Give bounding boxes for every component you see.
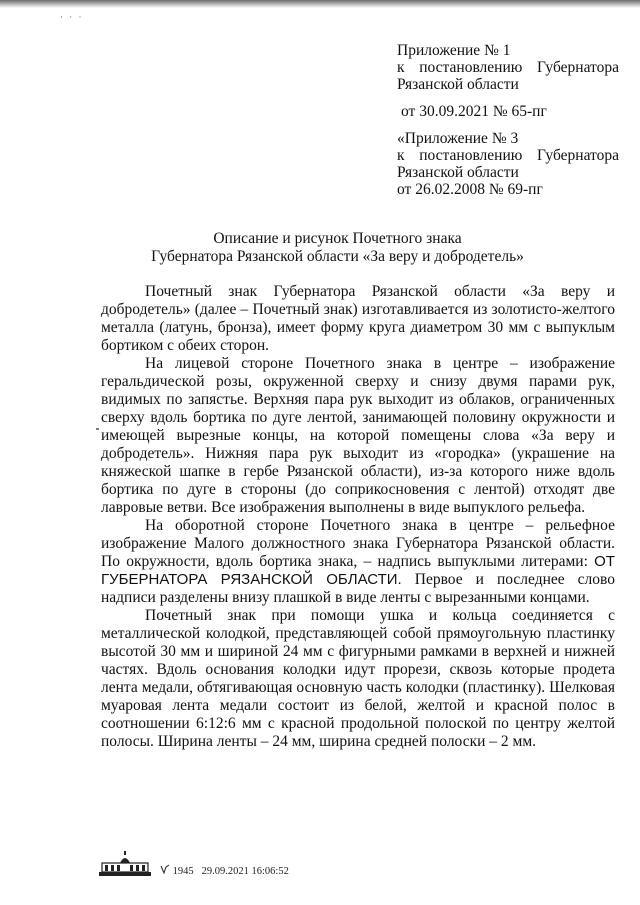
title-line-2: Губернатора Рязанской области «За веру и добродетель»	[151, 248, 524, 265]
registration-footer	[98, 851, 289, 877]
appendix-3-header	[397, 130, 619, 198]
signature-mark-icon	[160, 864, 170, 875]
scan-noise: · · ·	[60, 12, 84, 22]
registry-building-icon	[98, 851, 152, 877]
inscription-text: ОТ ГУБЕРНАТОРА РЯЗАНСКОЙ ОБЛАСТИ.	[101, 553, 616, 588]
appendix-1-title: Приложение № 1	[397, 42, 511, 59]
paragraph-3-end: Первое и последнее слово надписи разделены внизу плашкой в виде ленты с вырезанными концами.	[101, 571, 616, 606]
paragraph-3	[101, 517, 615, 607]
appendix-1-header	[397, 42, 619, 120]
appendix-1-date: от 30.09.2021 № 65-пг	[401, 103, 547, 120]
title-line-1: Описание и рисунок Почетного знака	[213, 230, 462, 247]
appendix-3-reference: к постановлению Губернатора	[397, 147, 619, 164]
scan-edge-shadow	[0, 0, 640, 8]
appendix-1-region: Рязанской области	[397, 76, 519, 93]
appendix-3-date: от 26.02.2008 № 69-пг	[397, 181, 543, 198]
appendix-1-reference: к постановлению Губернатора	[397, 59, 619, 76]
paragraph-3-start: На оборотной стороне Почетного знака в центре – рельефное изображение Малого должностного знака Губернатора Рязанской области. По окружности, вдоль бортика знака, – надпись выпуклыми литерами:	[101, 517, 615, 570]
paragraph-4: Почетный знак при помощи ушка и кольца соединяется с металлической колодкой, представляющей собой прямоугольную пластинку высотой 30 мм и шириной 24 мм с фигурными рамками в верхней и нижней частях. Вдоль основания колодки идут прорези, сквозь которые продета лента медали, обтягивающая основную часть колодки (пластинку). Шелковая муаровая лента медали состоит из белой, желтой и красной полос в соотношении 6:12:6 мм с красной продольной полоской по центру желтой полосы. Ширина ленты – 24 мм, ширина средней полоски – 2 мм.	[101, 607, 615, 750]
appendix-3-region: Рязанской области	[397, 164, 519, 181]
appendix-3-title: «Приложение № 3	[397, 130, 519, 147]
document-body	[101, 283, 615, 751]
scan-speck	[96, 428, 99, 430]
document-title	[60, 230, 615, 266]
registration-timestamp: 29.09.2021 16:06:52	[201, 866, 289, 877]
document-number: 1945	[160, 864, 194, 877]
paragraph-2: На лицевой стороне Почетного знака в центре – изображение геральдической розы, окруженной сверху и снизу двумя парами рук, видимых по запястье. Верхняя пара рук выходит из облаков, ограниченных сверху вдоль бортика по дуге лентой, занимающей половину окружности и имеющей вырезные концы, на которой помещены слова «За веру и добродетель». Нижняя пара рук выходит из «городка» (украшение на княжеской шапке в гербе Рязанской области), из-за которого ниже вдоль бортика по дуге в стороны (до соприкосновения с лентой) отходят две лавровые ветви. Все изображения выполнены в виде выпуклого рельефа.	[101, 355, 615, 516]
paragraph-1: Почетный знак Губернатора Рязанской области «За веру и добродетель» (далее – Почетный знак) изготавливается из золотисто-желтого металла (латунь, бронза), имеет форму круга диаметром 30 мм с выпуклым бортиком с обеих сторон.	[101, 283, 615, 354]
